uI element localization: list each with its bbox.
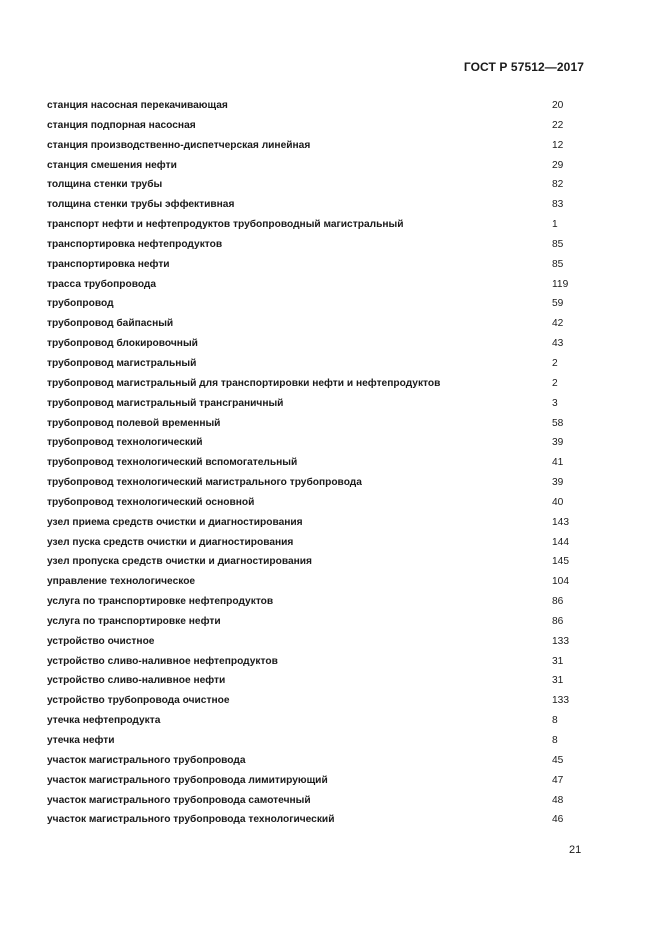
document-header xyxy=(464,60,584,74)
index-page-ref: 39 xyxy=(552,437,564,449)
index-page-ref: 144 xyxy=(552,536,569,548)
index-page-ref: 133 xyxy=(552,695,569,707)
index-term: толщина стенки трубы xyxy=(47,179,163,191)
index-entry xyxy=(47,513,587,533)
index-entry xyxy=(47,453,587,473)
index-term: утечка нефти xyxy=(47,735,115,746)
index-entry xyxy=(47,592,587,612)
index-page-ref: 12 xyxy=(552,139,564,151)
index-term: станция производственно-диспетчерская линейная xyxy=(47,139,311,151)
index-term: толщина стенки трубы эффективная xyxy=(47,199,235,211)
index-entry xyxy=(47,235,587,255)
index-page-ref: 45 xyxy=(552,754,564,766)
index-term: транспортировка нефтепродуктов xyxy=(47,238,223,250)
index-term: трубопровод технологический вспомогательный xyxy=(47,457,298,469)
index-term: участок магистрального трубопровода лимитирующий xyxy=(47,774,328,786)
index-entry xyxy=(47,473,587,493)
index-entry xyxy=(47,751,587,771)
index-term: трубопровод блокировочный xyxy=(47,338,198,350)
index-page-ref: 29 xyxy=(552,159,564,171)
index-term: управление технологическое xyxy=(47,576,196,588)
index-page-ref: 22 xyxy=(552,119,564,131)
index-page-ref: 20 xyxy=(552,100,564,111)
index-term: трубопровод технологический магистрального трубопровода xyxy=(47,477,362,489)
index-page-ref: 47 xyxy=(552,774,564,786)
index-page-ref: 86 xyxy=(552,615,564,627)
index-entry xyxy=(47,731,587,751)
index-term: услуга по транспортировке нефти xyxy=(47,615,221,627)
index-entry xyxy=(47,314,587,334)
index-page-ref: 42 xyxy=(552,318,564,330)
alphabetical-index xyxy=(47,96,587,830)
index-term: участок магистрального трубопровода самотечный xyxy=(47,794,311,806)
index-entry xyxy=(47,652,587,672)
index-entry xyxy=(47,572,587,592)
index-entry xyxy=(47,354,587,374)
index-page-ref: 82 xyxy=(552,179,564,191)
index-page-ref: 8 xyxy=(552,715,558,727)
index-entry xyxy=(47,493,587,513)
index-page-ref: 58 xyxy=(552,417,564,429)
index-term: участок магистрального трубопровода xyxy=(47,754,246,766)
index-entry xyxy=(47,433,587,453)
index-entry xyxy=(47,136,587,156)
index-entry xyxy=(47,671,587,691)
index-page-ref: 46 xyxy=(552,814,564,826)
index-entry xyxy=(47,414,587,434)
index-term: участок магистрального трубопровода технологический xyxy=(47,814,335,826)
index-page-ref: 59 xyxy=(552,298,564,310)
index-term: устройство сливо-наливное нефти xyxy=(47,675,226,687)
index-page-ref: 2 xyxy=(552,357,558,369)
index-entry xyxy=(47,215,587,235)
index-page-ref: 83 xyxy=(552,199,564,211)
index-page-ref: 119 xyxy=(552,278,569,290)
index-term: трасса трубопровода xyxy=(47,278,157,290)
index-term: трубопровод xyxy=(47,298,114,310)
index-entry xyxy=(47,175,587,195)
index-entry xyxy=(47,156,587,176)
index-page-ref: 145 xyxy=(552,556,569,568)
index-entry xyxy=(47,552,587,572)
index-page-ref: 85 xyxy=(552,258,564,270)
index-entry xyxy=(47,691,587,711)
index-page-ref: 8 xyxy=(552,735,558,746)
index-term: транспорт нефти и нефтепродуктов трубопроводный магистральный xyxy=(47,219,404,231)
index-entry xyxy=(47,810,587,830)
index-term: услуга по транспортировке нефтепродуктов xyxy=(47,596,274,608)
index-page-ref: 39 xyxy=(552,477,564,489)
index-term: станция смешения нефти xyxy=(47,159,177,171)
index-page-ref: 31 xyxy=(552,655,564,667)
index-entry xyxy=(47,96,587,116)
index-term: трубопровод магистральный трансграничный xyxy=(47,397,284,409)
index-page-ref: 40 xyxy=(552,496,564,508)
index-entry xyxy=(47,791,587,811)
index-term: трубопровод магистральный xyxy=(47,357,197,369)
index-term: трубопровод байпасный xyxy=(47,318,174,330)
index-page-ref: 85 xyxy=(552,238,564,250)
index-term: трубопровод магистральный для транспортировки нефти и нефтепродуктов xyxy=(47,377,441,389)
index-entry xyxy=(47,394,587,414)
index-entry xyxy=(47,255,587,275)
index-term: станция подпорная насосная xyxy=(47,119,196,131)
index-term: транспортировка нефти xyxy=(47,258,170,270)
index-entry xyxy=(47,374,587,394)
index-page-ref: 3 xyxy=(552,397,558,409)
index-term: узел приема средств очистки и диагностирования xyxy=(47,516,303,528)
index-page-ref: 31 xyxy=(552,675,564,687)
index-page-ref: 133 xyxy=(552,635,569,647)
index-page-ref: 104 xyxy=(552,576,569,588)
index-term: утечка нефтепродукта xyxy=(47,715,161,727)
standard-code: ГОСТ Р 57512—2017 xyxy=(463,60,584,74)
index-term: устройство сливо-наливное нефтепродуктов xyxy=(47,655,278,667)
index-term: трубопровод технологический xyxy=(47,437,203,449)
index-page-ref: 43 xyxy=(552,338,564,350)
index-term: узел пропуска средств очистки и диагностирования xyxy=(47,556,312,568)
index-page-ref: 2 xyxy=(552,377,558,389)
index-entry xyxy=(47,612,587,632)
index-entry xyxy=(47,711,587,731)
index-term: устройство трубопровода очистное xyxy=(47,695,230,707)
index-entry xyxy=(47,533,587,553)
index-entry xyxy=(47,116,587,136)
index-page-ref: 41 xyxy=(552,457,564,469)
index-page-ref: 48 xyxy=(552,794,564,806)
index-page-ref: 1 xyxy=(552,219,558,231)
index-term: станция насосная перекачивающая xyxy=(47,100,228,111)
index-term: устройство очистное xyxy=(47,635,155,647)
index-page-ref: 143 xyxy=(552,516,569,528)
page-number: 21 xyxy=(569,844,582,856)
index-term: трубопровод технологический основной xyxy=(47,496,255,508)
index-term: трубопровод полевой временный xyxy=(47,417,221,429)
index-entry xyxy=(47,195,587,215)
index-entry xyxy=(47,771,587,791)
index-page-ref: 86 xyxy=(552,596,564,608)
index-entry xyxy=(47,275,587,295)
index-entry xyxy=(47,334,587,354)
index-entry xyxy=(47,632,587,652)
index-term: узел пуска средств очистки и диагностирования xyxy=(47,536,294,548)
index-entry xyxy=(47,294,587,314)
